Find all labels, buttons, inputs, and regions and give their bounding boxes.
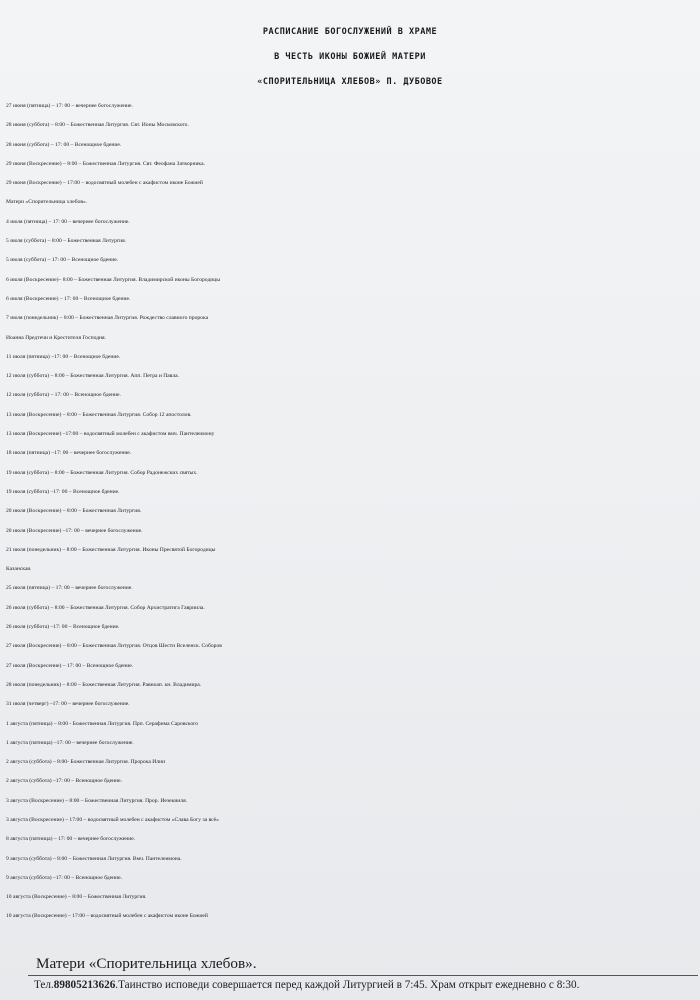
header-title-line-3: «СПОРИТЕЛЬНИЦА ХЛЕБОВ» П. ДУБОВОЕ [257,77,443,87]
footer-note [34,978,579,992]
schedule-entry: 25 июля (пятница) – 17: 00 – вечернее богослужение. [6,585,133,592]
schedule-entry: 28 июля (понедельник) – 8:00 – Божественная Литургия. Равноап. кн. Владимира. [6,681,202,688]
schedule-entry: 1 августа (пятница) –17: 00 – вечернее богослужение. [6,739,134,746]
schedule-entry: 9 августа (суббота) –17: 00 – Всенощное бдение. [6,874,122,881]
schedule-entry: 27 июля (Воскресение) – 8:00 – Божественная Литургия. Отцов Шести Вселенск. Соборов [6,643,222,650]
schedule-entry: 3 августа (Воскресение) – 8:00 – Божественная Литургия. Прор. Иезекииля. [6,797,188,804]
schedule-entry: Казанская. [6,566,32,573]
schedule-entry: 13 июля (Воскресение) – 8:00 – Божественная Литургия. Собор 12 апостолов. [6,411,192,418]
schedule-entry: 20 июля (Воскресение) –17: 00 – вечернее богослужение. [6,527,143,534]
schedule-entry: 21 июля (понедельник) – 8:00 – Божественная Литургия. Иконы Пресвятой Богородицы [6,546,216,553]
schedule-entry: 6 июля (Воскресение)– 8:00 – Божественная Литургия. Владимирской иконы Богородицы [6,276,221,283]
schedule-entry: 28 июня (суббота) – 8:00 – Божественная Литургия. Свт. Ионы Московского. [6,122,189,129]
schedule-entry: 1 августа (пятница) – 8:00 - Божественная Литургия. Прп. Серафима Саровского [6,720,199,727]
schedule-entry: Иоанна Предтечи и Крестителя Господня. [6,334,107,341]
schedule-entry: 4 июля (пятница) – 17: 00 – вечернее богослужение. [6,218,130,225]
schedule-entry: 27 июня (пятница) – 17: 00 – вечернее богослужение. [6,103,133,109]
schedule-entry: 8 августа (пятница) – 17: 00 – вечернее богослужение. [6,836,136,843]
schedule-last-line: Матери «Спорительница хлебов». [36,955,257,972]
schedule-entry: 19 июля (суббота) – 8:00 – Божественная Литургия. Собор Радонежских святых. [6,469,198,476]
schedule-entry: 2 августа (суббота) –17: 00 – Всенощное бдение. [6,778,122,785]
schedule-entry: 19 июля (суббота) –17: 00 – Всенощное бдение. [6,488,120,495]
schedule-entry: 20 июля (Воскресение) – 8:00 – Божественная Литургия. [6,508,142,515]
schedule-entry: 2 августа (суббота) – 8:00- Божественная Литургия. Пророка Илии [6,759,166,766]
schedule-entry: 7 июля (понедельник) – 8:00 – Божественная Литургия. Рождество славного пророка [6,315,209,322]
schedule-list [6,97,696,927]
phone-label: Тел. [34,979,54,991]
header-title-line-1: РАСПИСАНИЕ БОГОСЛУЖЕНИЙ В ХРАМЕ [262,27,438,37]
schedule-entry: 12 июля (суббота) – 8:00 – Божественная Литургия. Апп. Петра и Павла. [6,373,180,380]
schedule-entry: 3 августа (Воскресение) – 17:00 – водосвятный молебен с акафистом «Слава Богу за всё» [6,816,219,823]
phone-number: 89805213626 [53,979,116,991]
schedule-entry: 12 июля (суббота) – 17: 00 – Всенощное бдение. [6,392,121,399]
footer-divider [28,975,698,976]
schedule-entry: 6 июля (Воскресение) – 17: 00 – Всенощное бдение. [6,295,131,302]
schedule-entry: 11 июля (пятница) –17: 00 – Всенощное бдение. [6,353,121,360]
schedule-entry: 9 августа (суббота) – 8:00 – Божественная Литургия. Вмч. Пантелеимона. [6,855,182,862]
schedule-entry: 27 июля (Воскресение) – 17: 00 – Всенощное бдение. [6,662,134,669]
schedule-entry: Матери «Спорительница хлебов». [6,199,88,206]
header-title-line-2: В ЧЕСТЬ ИКОНЫ БОЖИЕЙ МАТЕРИ [274,52,426,62]
schedule-entry: 13 июля (Воскресение) –17:00 – водосвятный молебен с акафистом вмч. Пантелеимону [6,431,215,438]
schedule-header [0,20,700,95]
schedule-entry: 29 июня (Воскресение) – 17:00 – водосвятный молебен с акафистом иконе Божией [6,180,203,187]
schedule-entry: 5 июля (суббота) – 8:00 – Божественная Литургия. [6,238,127,245]
schedule-entry: 26 июля (суббота) –17: 00 – Всенощное бдение. [6,624,120,631]
confession-note: .Таинство исповеди совершается перед каждой Литургией в 7:45. Храм открыт ежедневно с 8:30. [115,979,580,991]
schedule-entry: 18 июля (пятница) –17: 00 – вечернее богослужение. [6,450,132,457]
schedule-entry: 28 июня (суббота) – 17: 00 – Всенощное бдение. [6,141,122,148]
schedule-entry: 10 августа (Воскресение) – 17:00 – водосвятный молебен с акафистом иконе Божией [6,913,208,920]
schedule-entry: 29 июня (Воскресение) – 8:00 – Божественная Литургия. Свт. Феофана Затворника. [6,160,205,167]
schedule-entry: 10 августа (Воскресение) – 8:00 – Божественная Литургия. [6,894,147,901]
schedule-entry: 31 июля (четверг) –17: 00 – вечернее богослужение. [6,701,130,708]
schedule-entry: 5 июля (суббота) – 17: 00 – Всенощное бдение. [6,257,119,264]
schedule-entry: 26 июля (суббота) – 8:00 – Божественная Литургия. Собор Архистратига Гавриила. [6,604,205,611]
